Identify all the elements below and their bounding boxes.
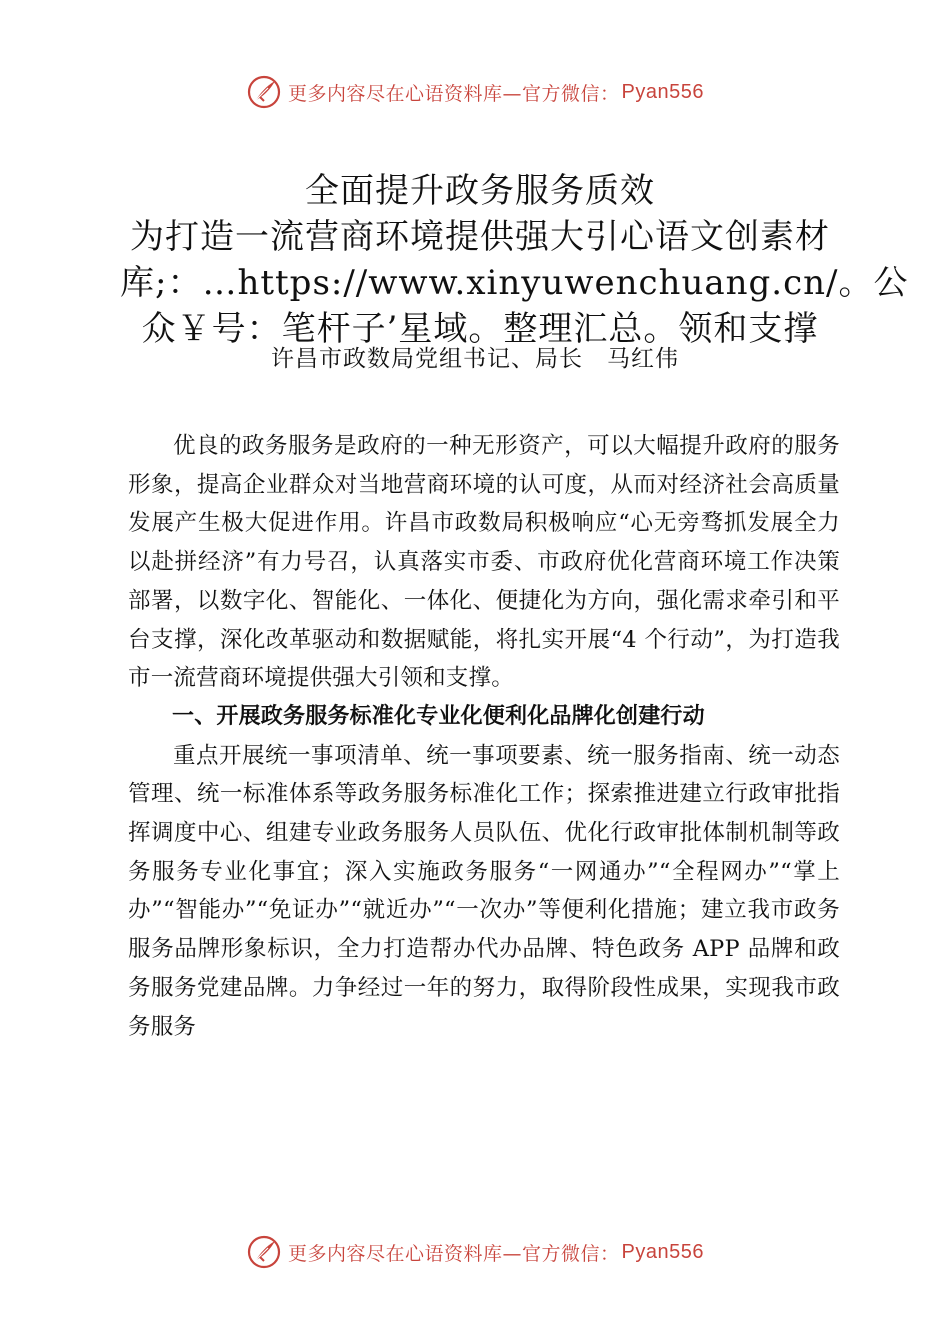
document-title [120,168,909,352]
banner-text: 更多内容尽在心语资料库—官方微信： [288,82,620,105]
banner-text: 更多内容尽在心语资料库—官方微信： [288,1242,620,1265]
title-line: 全面提升政务服务质效 [305,171,655,211]
section-heading: 一、开展政务服务标准化专业化便利化品牌化创建行动 [172,703,705,729]
document-body [128,427,840,1046]
document-author: 许昌市政数局党组书记、局长 马红伟 [271,346,679,372]
feather-pen-circle-icon [246,74,282,110]
section-paragraph: 重点开展统一事项清单、统一事项要素、统一服务指南、统一动态管理、统一标准体系等政务服务标准化工作；探索推进建立行政审批指挥调度中心、组建专业政务服务人员队伍、优化行政审批体制机制等政务服务专业化事宜；深入实施政务服务“一网通办”“全程网办”“掌上办”“智能办”“免证办”“就近办”“一次办”等便利化措施；建立我市政务服务品牌形象标识，全力打造帮办代办品牌、特色政务 APP 品牌和政务服务党建品牌。力争经过一年的努力，取得阶段性成果，实现我市政务服务 [128,742,840,1040]
title-line: 为打造一流营商环境提供强大引心语文创素材 [130,217,830,257]
feather-pen-circle-icon [246,1234,282,1270]
title-line: 库;：…https://www.xinyuwenchuang.cn/。公 [120,263,909,303]
banner-wechat-id: Pyan556 [621,1240,704,1263]
banner-wechat-id: Pyan556 [621,80,704,103]
intro-paragraph: 优良的政务服务是政府的一种无形资产，可以大幅提升政府的服务形象，提高企业群众对当地营商环境的认可度，从而对经济社会高质量发展产生极大促进作用。许昌市政数局积极响应“心无旁骛抓发展全力以赴拼经济”有力号召，认真落实市委、市政府优化营商环境工作决策部署，以数字化、智能化、一体化、便捷化为方向，强化需求牵引和平台支撑，深化改革驱动和数据赋能，将扎实开展“4 个行动”，为打造我市一流营商环境提供强大引领和支撑。 [128,433,840,692]
title-line: 众￥号：笔杆子’星域。整理汇总。领和支撑 [141,309,819,349]
footer-watermark-banner [0,1232,950,1272]
header-watermark-banner [0,72,950,112]
